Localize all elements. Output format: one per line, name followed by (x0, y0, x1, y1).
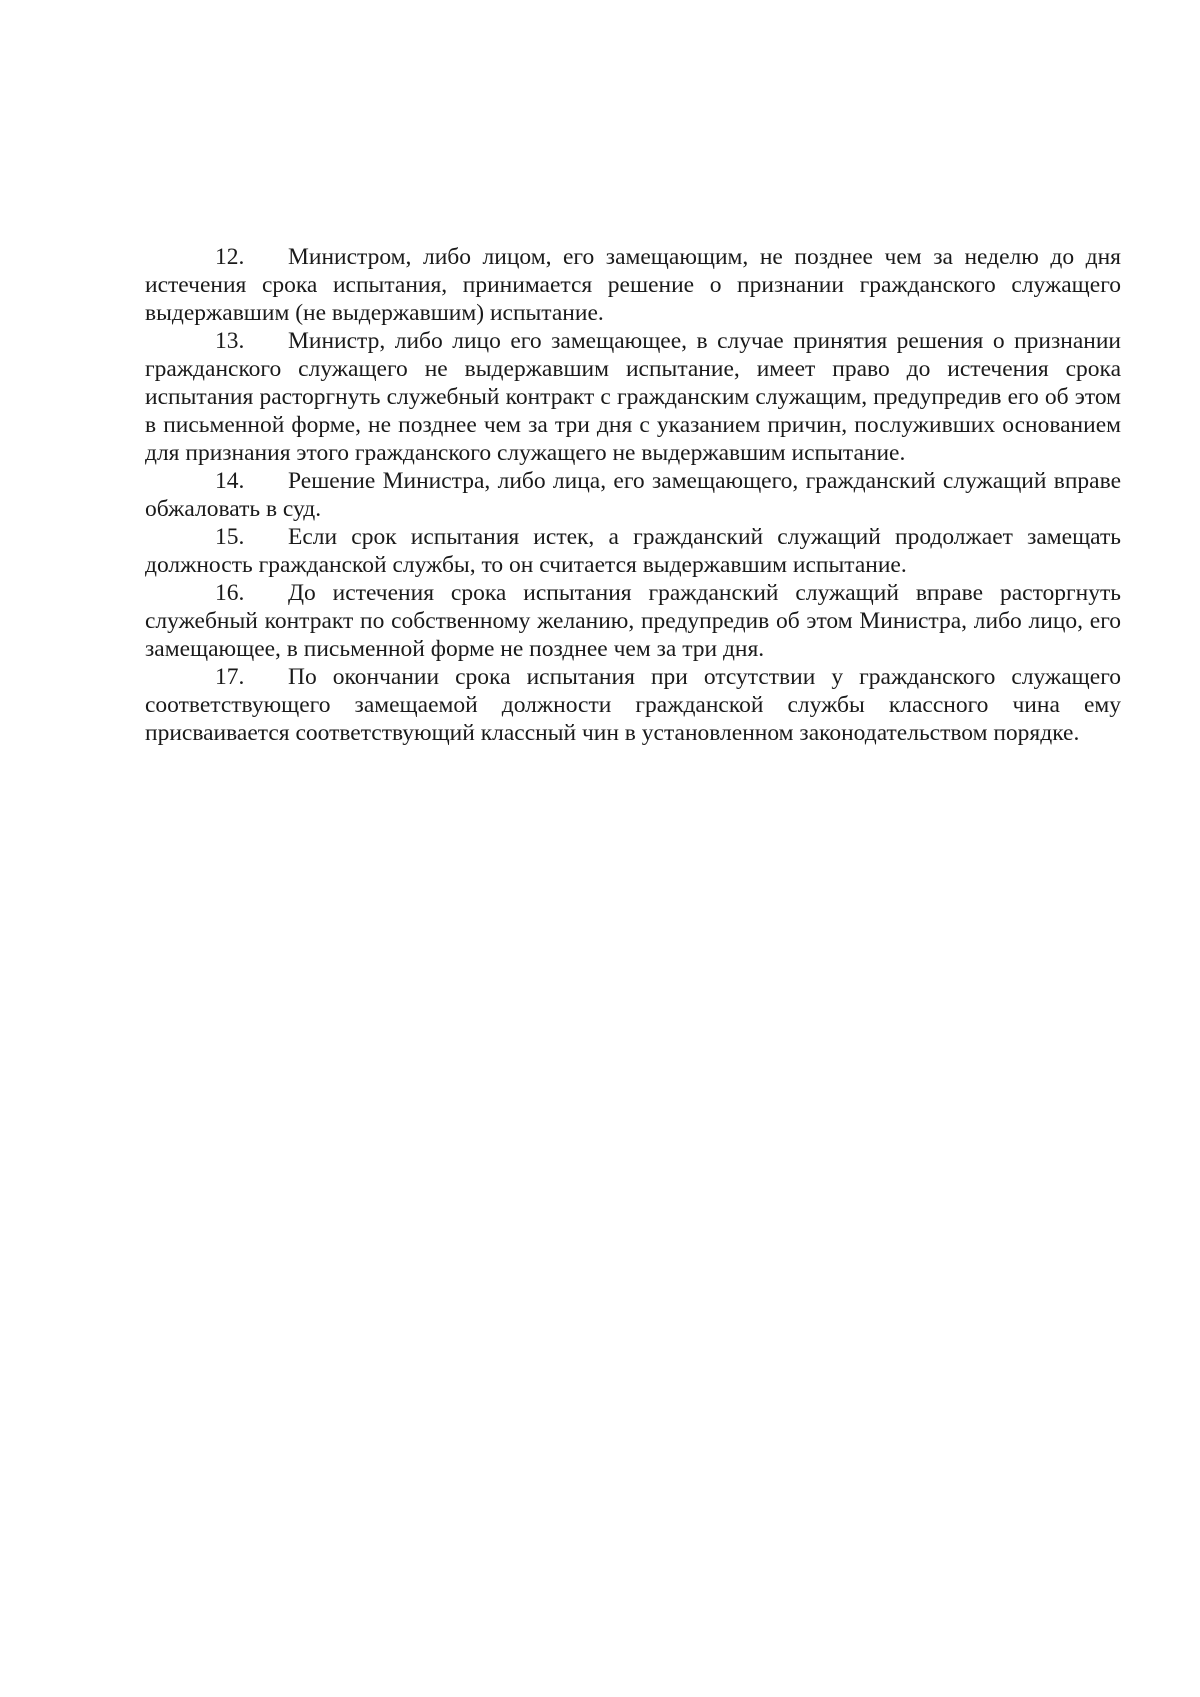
document-body (145, 243, 1121, 747)
paragraph-text: Министр, либо лицо его замещающее, в случае принятия решения о признании гражданского служащего не выдержавшим испытание, имеет право до истечения срока испытания расторгнуть служебный контракт с гражданским служащим, предупредив его об этом в письменной форме, не позднее чем за три дня с указанием причин, послуживших основанием для признания этого гражданского служащего не выдержавшим испытание. (145, 328, 1121, 466)
paragraph-15 (145, 523, 1121, 579)
paragraph-13 (145, 327, 1121, 467)
paragraph-text: По окончании срока испытания при отсутствии у гражданского служащего соответствующего замещаемой должности гражданской службы классного чина ему присваивается соответствующий классный чин в установленном законодательством порядке. (145, 664, 1121, 746)
paragraph-number: 15. (215, 524, 245, 550)
paragraph-number: 12. (215, 244, 245, 270)
paragraph-17 (145, 663, 1121, 747)
paragraph-12 (145, 243, 1121, 327)
paragraph-text: Министром, либо лицом, его замещающим, не позднее чем за неделю до дня истечения срока испытания, принимается решение о признании гражданского служащего выдержавшим (не выдержавшим) испытание. (145, 244, 1121, 326)
paragraph-text: Решение Министра, либо лица, его замещающего, гражданский служащий вправе обжаловать в суд. (145, 468, 1121, 522)
paragraph-number: 13. (215, 328, 245, 354)
paragraph-number: 16. (215, 580, 245, 606)
paragraph-number: 14. (215, 468, 245, 494)
paragraph-14 (145, 467, 1121, 523)
paragraph-text: Если срок испытания истек, а гражданский служащий продолжает замещать должность гражданской службы, то он считается выдержавшим испытание. (145, 524, 1121, 578)
paragraph-number: 17. (215, 664, 245, 690)
paragraph-text: До истечения срока испытания гражданский служащий вправе расторгнуть служебный контракт по собственному желанию, предупредив об этом Министра, либо лицо, его замещающее, в письменной форме не позднее чем за три дня. (145, 580, 1121, 662)
paragraph-16 (145, 579, 1121, 663)
